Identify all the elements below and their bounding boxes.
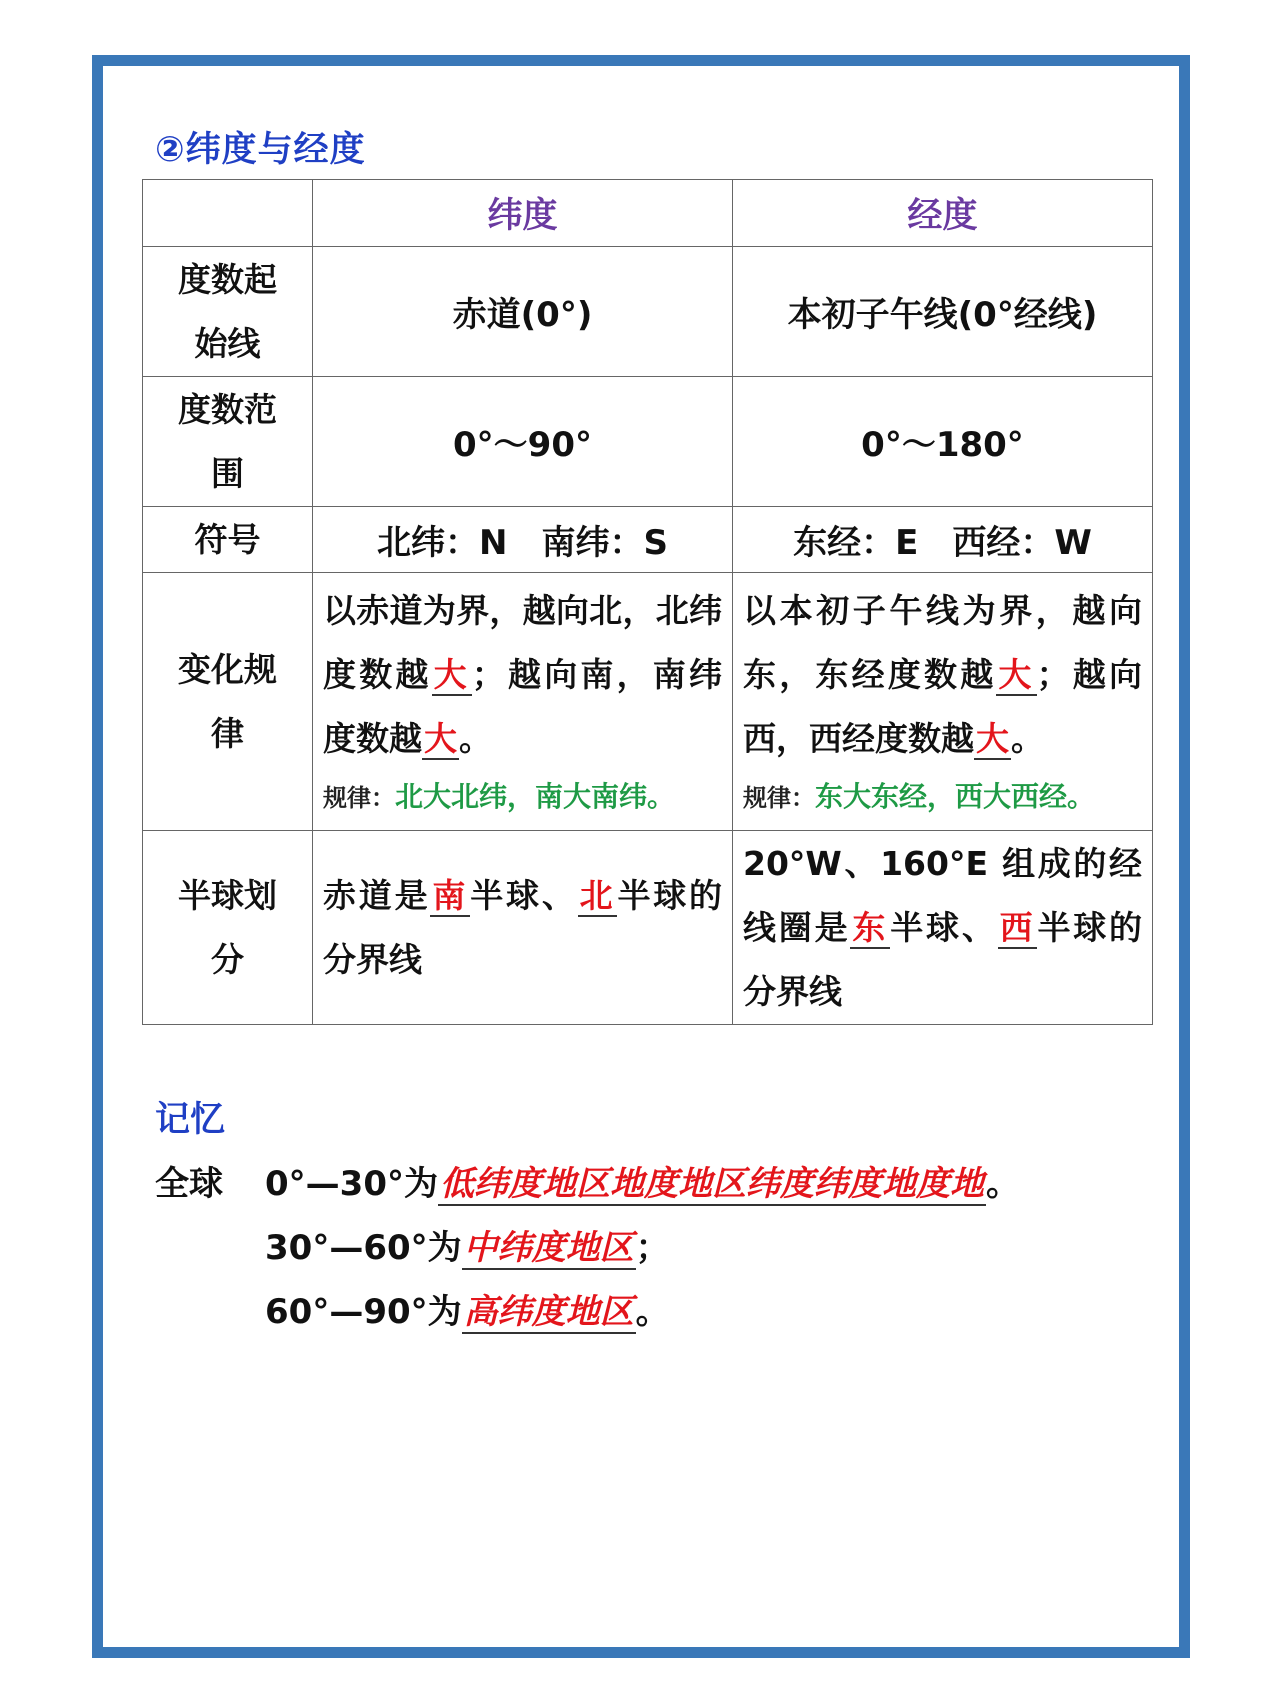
lat-pattern bbox=[313, 573, 733, 831]
lon-hemi-text-1: 20°W、160°E 组成的经线圈是 bbox=[743, 843, 1142, 947]
table-row bbox=[143, 831, 1153, 1025]
lat-hemi-answer-2: 北 bbox=[579, 875, 616, 915]
table-row bbox=[143, 507, 1153, 573]
memory-line bbox=[155, 1152, 1020, 1216]
lat-hemi-text-3: 半球的分界线 bbox=[323, 875, 723, 979]
lat-hemi-text-1: 赤道是 bbox=[323, 875, 431, 915]
table-row bbox=[143, 573, 1153, 831]
lon-pattern-text-2: ；越向西，西经度数越 bbox=[743, 655, 1143, 758]
lon-rule-text: 东大东经，西大西经。 bbox=[815, 780, 1096, 813]
lat-start-line: 赤道(0°) bbox=[313, 247, 733, 377]
header-latitude: 纬度 bbox=[313, 180, 733, 247]
lat-pattern-text-1: 以赤道为界，越向北，北纬度数越 bbox=[323, 591, 722, 694]
lon-rule-label: 规律： bbox=[743, 784, 815, 812]
row-label-range: 度数范围 bbox=[143, 377, 313, 507]
lon-range: 0°～180° bbox=[733, 377, 1153, 507]
lon-hemisphere bbox=[733, 831, 1153, 1025]
lat-answer-2: 大 bbox=[424, 719, 457, 758]
latitude-longitude-table bbox=[142, 179, 1153, 1025]
memory-answer: 中纬度地区 bbox=[463, 1228, 634, 1268]
memory-block bbox=[155, 1152, 1020, 1344]
lon-pattern-text-3: 。 bbox=[1011, 719, 1044, 758]
lon-hemi-answer-2: 西 bbox=[999, 907, 1036, 947]
table-row bbox=[143, 247, 1153, 377]
memory-suffix: ； bbox=[635, 1228, 670, 1268]
memory-label: 全球 bbox=[155, 1164, 223, 1204]
table-row bbox=[143, 377, 1153, 507]
lon-symbol: 东经：E 西经：W bbox=[733, 507, 1153, 573]
lon-start-line: 本初子午线(0°经线) bbox=[733, 247, 1153, 377]
row-label-pattern: 变化规律 bbox=[143, 573, 313, 831]
row-label-hemisphere: 半球划分 bbox=[143, 831, 313, 1025]
memory-line bbox=[155, 1280, 1020, 1344]
memory-answer: 高纬度地区 bbox=[463, 1292, 634, 1332]
lon-pattern-text-1: 以本初子午线为界，越向东，东经度数越 bbox=[743, 591, 1142, 694]
memory-line bbox=[155, 1216, 1020, 1280]
lat-pattern-text-2: ；越向南，南纬度数越 bbox=[323, 655, 723, 758]
table-header-row bbox=[143, 180, 1153, 247]
lat-range: 0°～90° bbox=[313, 377, 733, 507]
header-longitude: 经度 bbox=[733, 180, 1153, 247]
lat-hemi-text-2: 半球、 bbox=[470, 875, 578, 915]
row-label-symbol: 符号 bbox=[143, 507, 313, 573]
memory-suffix: 。 bbox=[985, 1164, 1020, 1204]
memory-title: 记忆 bbox=[155, 1100, 226, 1140]
header-empty bbox=[143, 180, 313, 247]
lon-answer-1: 大 bbox=[998, 655, 1035, 694]
lat-hemi-answer-1: 南 bbox=[432, 875, 469, 915]
lon-answer-2: 大 bbox=[976, 719, 1009, 758]
lat-symbol: 北纬：N 南纬：S bbox=[313, 507, 733, 573]
lon-pattern bbox=[733, 573, 1153, 831]
lat-hemisphere bbox=[313, 831, 733, 1025]
lon-hemi-text-3: 半球的分界线 bbox=[743, 907, 1143, 1011]
lon-hemi-text-2: 半球、 bbox=[890, 907, 998, 947]
section-title: ②纬度与经度 bbox=[155, 130, 366, 170]
lon-rule bbox=[743, 771, 1142, 824]
memory-prefix: 0°—30°为 bbox=[265, 1164, 438, 1204]
row-label-start-line: 度数起始线 bbox=[143, 247, 313, 377]
lat-rule-label: 规律： bbox=[323, 784, 395, 812]
memory-answer: 低纬度地区地度地区纬度纬度地度地 bbox=[439, 1164, 984, 1204]
lon-hemi-answer-1: 东 bbox=[852, 907, 889, 947]
lat-answer-1: 大 bbox=[433, 655, 470, 694]
memory-prefix: 60°—90°为 bbox=[265, 1292, 462, 1332]
lat-pattern-text-3: 。 bbox=[459, 719, 492, 758]
lat-rule bbox=[323, 771, 722, 824]
memory-prefix: 30°—60°为 bbox=[265, 1228, 462, 1268]
lat-rule-text: 北大北纬，南大南纬。 bbox=[395, 780, 676, 813]
memory-suffix: 。 bbox=[635, 1292, 670, 1332]
